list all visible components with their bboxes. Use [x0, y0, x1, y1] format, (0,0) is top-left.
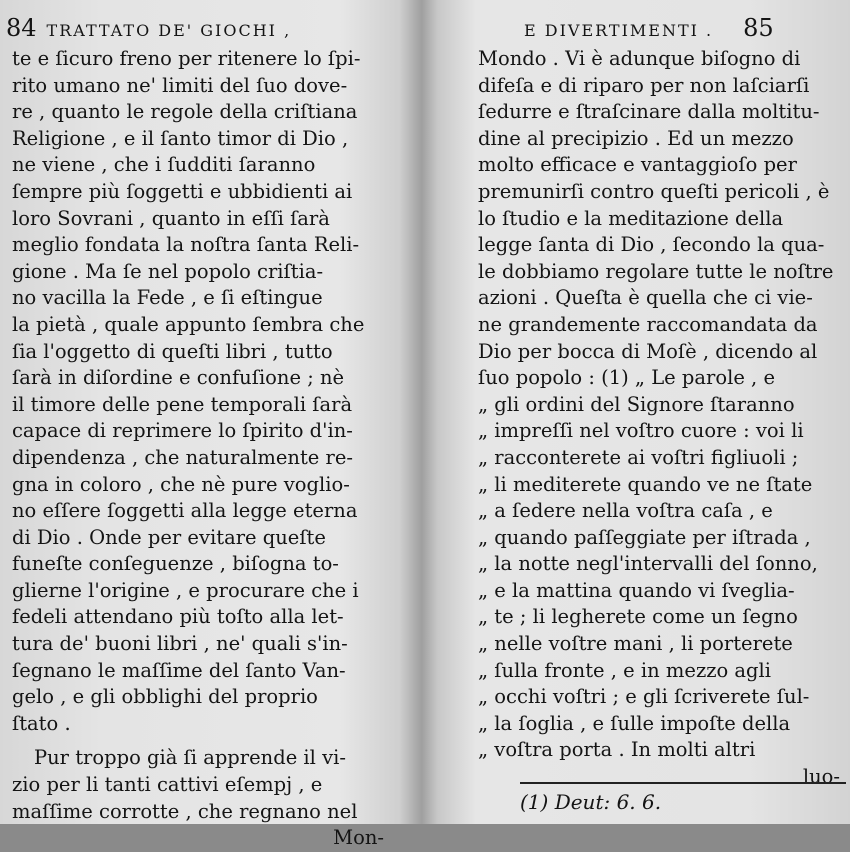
text-line: „ la ſoglia , e ſulle impoſte della: [478, 711, 791, 735]
right-page-number: 85: [743, 14, 774, 42]
text-line: „ li mediterete quando ve ne ſtate: [478, 472, 813, 496]
text-line: te e ſicuro freno per ritenere lo ſpi-: [12, 47, 361, 70]
left-running-head: TRATTATO DE' GIOCHI ,: [46, 21, 292, 40]
text-line: di Dio . Onde per evitare queſte: [12, 525, 326, 549]
text-line: fedeli attendano più toſto alla let-: [12, 605, 344, 629]
text-line: meglio fondata la noſtra ſanta Reli-: [12, 233, 360, 257]
text-line: ſempre più ſoggetti e ubbidienti ai: [12, 179, 353, 203]
text-line: ne grandemente raccomandata da: [478, 312, 818, 336]
text-line: premunirſi contro queſti pericoli , è: [478, 179, 830, 203]
text-line: no vacilla la Fede , e ſi eſtingue: [12, 286, 323, 310]
text-line: azioni . Queſta è quella che ci vie-: [478, 286, 813, 310]
text-line: „ nelle voſtre mani , li porterete: [478, 632, 793, 656]
right-page-body: [478, 46, 840, 791]
text-line: ſuo popolo : (1) „ Le parole , e: [478, 366, 775, 390]
text-line: „ te ; li legherete come un ſegno: [478, 605, 798, 629]
text-line: ſegnano le maſſime del ſanto Van-: [12, 658, 346, 682]
text-line: ſarà in diſordine e confuſione ; nè: [12, 366, 345, 390]
text-line: ſia l'oggetto di queſti libri , tutto: [12, 339, 333, 363]
text-line: legge ſanta di Dio , ſecondo la qua-: [478, 233, 825, 257]
text-line: loro Sovrani , quanto in eſſi ſarà: [12, 206, 330, 230]
text-line: gione . Ma ſe nel popolo criſtia-: [12, 259, 324, 283]
text-line: „ quando paſſeggiate per iſtrada ,: [478, 525, 811, 549]
text-line: molto efficace e vantaggioſo per: [478, 153, 797, 177]
text-line: maſſime corrotte , che regnano nel: [12, 799, 358, 823]
text-line: Mon-: [333, 826, 384, 850]
left-page-body: [12, 46, 384, 852]
text-line: dipendenza , che naturalmente re-: [12, 445, 353, 469]
footnote: (1) Deut: 6. 6.: [520, 790, 662, 814]
text-line: le dobbiamo regolare tutte le noſtre: [478, 259, 834, 283]
text-line: capace di reprimere lo ſpirito d'in-: [12, 419, 353, 443]
text-line: gna in coloro , che nè pure voglio-: [12, 472, 350, 496]
text-line: „ voſtra porta . In molti altri: [478, 738, 756, 762]
text-line: la pietà , quale appunto ſembra che: [12, 312, 365, 336]
left-page-number: 84: [6, 14, 37, 42]
text-line: „ occhi voſtri ; e gli ſcriverete ſul-: [478, 685, 810, 709]
text-line: Religione , e il ſanto timor di Dio ,: [12, 126, 349, 150]
text-line: „ racconterete ai voſtri figliuoli ;: [478, 445, 799, 469]
text-line: lo ſtudio e la meditazione della: [478, 206, 784, 230]
text-line: re , quanto le regole della criſtiana: [12, 100, 358, 124]
text-line: tura de' buoni libri , ne' quali s'in-: [12, 632, 348, 656]
text-line: „ gli ordini del Signore ſtaranno: [478, 392, 795, 416]
text-line: Dio per bocca di Moſè , dicendo al: [478, 339, 818, 363]
text-line: zio per li tanti cattivi eſempj , e: [12, 773, 323, 797]
text-line: „ a ſedere nella voſtra caſa , e: [478, 499, 773, 523]
text-line: „ e la mattina quando vi ſveglia-: [478, 578, 795, 602]
left-page: [0, 0, 420, 850]
right-page-header: [524, 14, 774, 42]
text-line: ſtato .: [12, 711, 71, 735]
text-line: ne viene , che i ſudditi ſaranno: [12, 153, 316, 177]
text-line: glierne l'origine , e procurare che i: [12, 578, 359, 602]
text-line: „ la notte negl'intervalli del ſonno,: [478, 552, 818, 576]
text-line: rito umano ne' limiti del ſuo dove-: [12, 73, 348, 97]
right-page: [430, 0, 850, 824]
text-line: difeſa e di riparo per non laſciarſi: [478, 73, 810, 97]
text-line: gelo , e gli obblighi del proprio: [12, 685, 318, 709]
text-line: dine al precipizio . Ed un mezzo: [478, 126, 794, 150]
text-line: „ impreſſi nel voſtro cuore : voi li: [478, 419, 804, 443]
text-line: Pur troppo già ſi apprende il vi-: [34, 746, 346, 770]
left-page-header: [6, 14, 291, 42]
text-line: no eſſere ſoggetti alla legge eterna: [12, 499, 358, 523]
text-line: funeſte conſeguenze , biſogna to-: [12, 552, 339, 576]
text-line: Mondo . Vi è adunque biſogno di: [478, 47, 801, 70]
footnote-rule: [520, 782, 846, 784]
text-line: luo-: [802, 765, 840, 789]
text-line: il timore delle pene temporali ſarà: [12, 392, 353, 416]
text-line: ſedurre e ſtraſcinare dalla moltitu-: [478, 100, 820, 124]
right-running-head: E DIVERTIMENTI .: [524, 21, 714, 40]
text-line: „ ſulla fronte , e in mezzo agli: [478, 658, 772, 682]
